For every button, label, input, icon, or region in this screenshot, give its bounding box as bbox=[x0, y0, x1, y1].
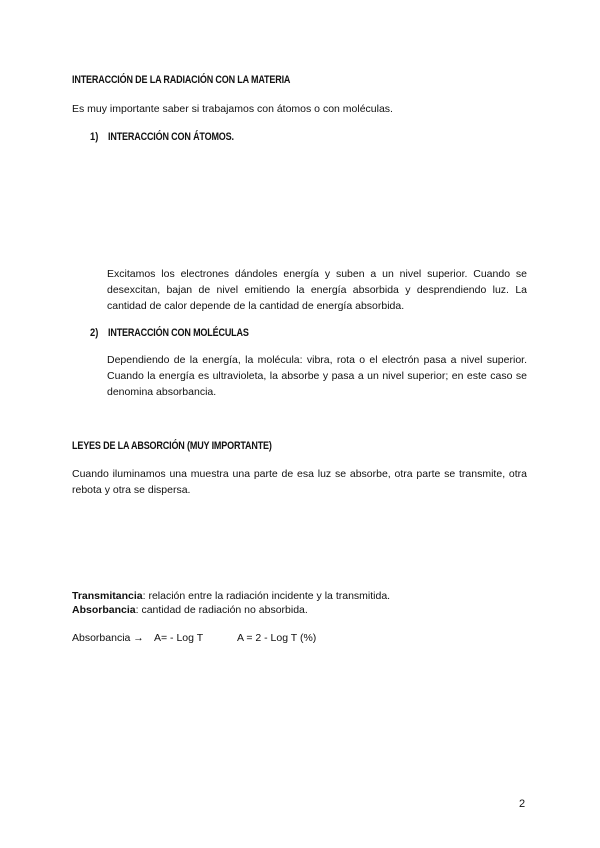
definition-text-transmitancia: : relación entre la radiación incidente y la transmitida. bbox=[142, 590, 391, 602]
subsection-title-moleculas: INTERACCIÓN CON MOLÉCULAS bbox=[108, 327, 249, 339]
section-title-interaccion: INTERACCIÓN DE LA RADIACIÓN CON LA MATERIA bbox=[72, 74, 291, 86]
item-number-1: 1) bbox=[90, 131, 99, 143]
moleculas-paragraph: Dependiendo de la energía, la molécula: vibra, rota o el electrón pasa a nivel superior. Cuando la energía es ultravioleta, la absorbe y pasa a un nivel superior; en este caso se denomina absorbancia. bbox=[107, 354, 527, 398]
formula-eq2: A = 2 - Log T (%) bbox=[237, 632, 317, 644]
absorcion-paragraph: Cuando iluminamos una muestra una parte de esa luz se absorbe, otra parte se transmite, otra rebota y otra se dispersa. bbox=[72, 468, 527, 496]
formula-label: Absorbancia → bbox=[72, 632, 144, 644]
term-absorbancia: Absorbancia bbox=[72, 604, 136, 616]
page-number: 2 bbox=[519, 798, 526, 810]
subsection-title-atomos: INTERACCIÓN CON ÁTOMOS. bbox=[108, 131, 234, 143]
intro-paragraph: Es muy importante saber si trabajamos con átomos o con moléculas. bbox=[72, 103, 393, 115]
term-transmitancia: Transmitancia bbox=[72, 590, 143, 602]
definition-transmitancia bbox=[72, 590, 390, 602]
section-title-leyes: LEYES DE LA ABSORCIÓN (MUY IMPORTANTE) bbox=[72, 440, 272, 452]
definition-text-absorbancia: : cantidad de radiación no absorbida. bbox=[135, 604, 308, 616]
atomos-paragraph: Excitamos los electrones dándoles energía y suben a un nivel superior. Cuando se desexcitan, bajan de nivel emitiendo la energía absorbida y desprendiendo luz. La cantidad de calor depende de la cantidad de energía absorbida. bbox=[107, 268, 527, 312]
formula-eq1: A= - Log T bbox=[154, 632, 204, 644]
definition-absorbancia bbox=[72, 604, 308, 616]
item-number-2: 2) bbox=[90, 327, 99, 339]
